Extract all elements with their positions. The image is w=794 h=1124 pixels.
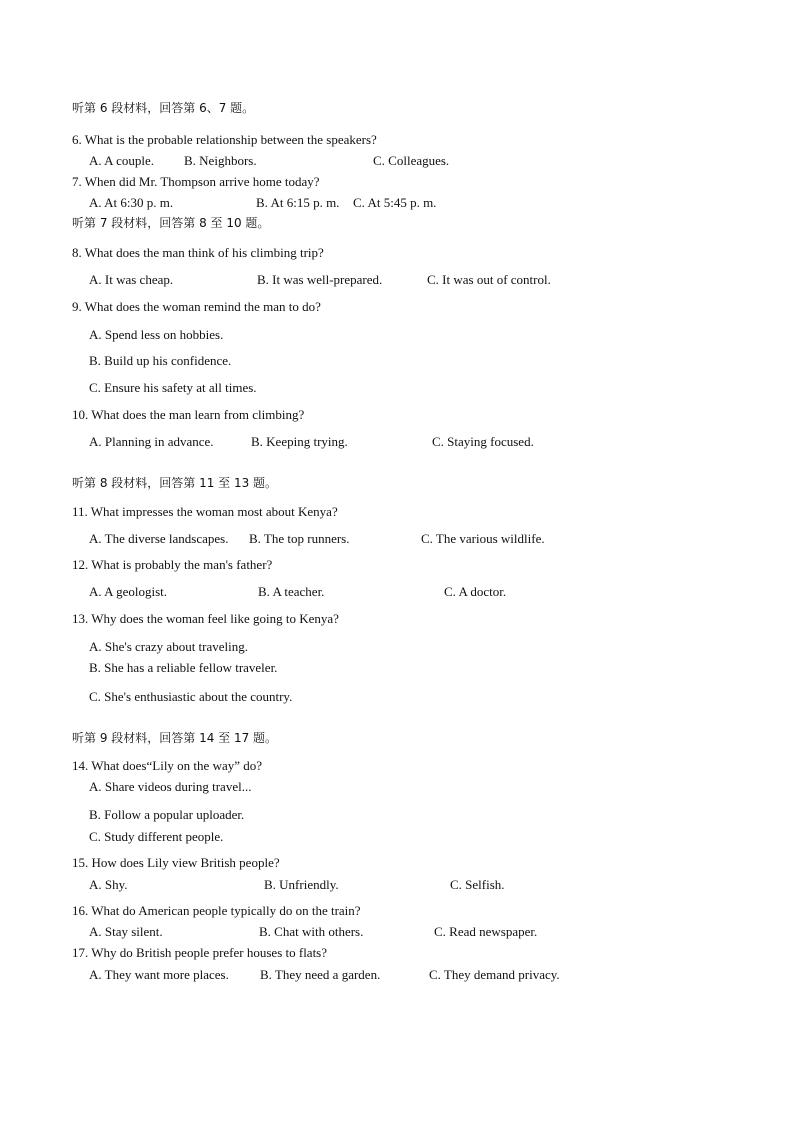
option-a: A. It was cheap. (89, 272, 174, 287)
option-c: C. A doctor. (444, 584, 507, 599)
option-c: C. Colleagues. (373, 153, 450, 168)
option-b: B. She has a reliable fellow traveler. (89, 660, 278, 675)
option-a: A. The diverse landscapes. (89, 531, 229, 546)
question-stem: 15. How does Lily view British people? (72, 855, 280, 870)
option-b: B. Unfriendly. (264, 877, 339, 892)
option-c: C. At 5:45 p. m. (353, 195, 437, 210)
option-b: B. It was well-prepared. (257, 272, 383, 287)
option-a: A. At 6:30 p. m. (89, 195, 174, 210)
question-stem: 11. What impresses the woman most about Kenya? (72, 504, 338, 519)
option-b: B. Neighbors. (184, 153, 257, 168)
option-a: A. They want more places. (89, 967, 229, 982)
section-heading: 听第 7 段材料，回答第 8 至 10 题。 (72, 216, 270, 230)
option-c: C. Study different people. (89, 829, 224, 844)
option-a: A. Shy. (89, 877, 128, 892)
option-c: C. Selfish. (450, 877, 505, 892)
option-c: C. It was out of control. (427, 272, 551, 287)
question-stem: 8. What does the man think of his climbing trip? (72, 245, 324, 260)
option-c: C. She's enthusiastic about the country. (89, 689, 293, 704)
option-c: C. Staying focused. (432, 434, 534, 449)
section-heading: 听第 6 段材料，回答第 6、7 题。 (72, 101, 255, 115)
option-a: A. She's crazy about traveling. (89, 639, 249, 654)
option-c: C. Read newspaper. (434, 924, 538, 939)
question-stem: 6. What is the probable relationship between the speakers? (72, 132, 377, 147)
option-b: B. Build up his confidence. (89, 353, 232, 368)
option-c: C. Ensure his safety at all times. (89, 380, 257, 395)
option-a: A. A geologist. (89, 584, 168, 599)
option-c: C. The various wildlife. (421, 531, 545, 546)
option-a: A. Planning in advance. (89, 434, 214, 449)
option-c: C. They demand privacy. (429, 967, 560, 982)
question-stem: 13. Why does the woman feel like going to Kenya? (72, 611, 339, 626)
option-a: A. Stay silent. (89, 924, 163, 939)
section-heading: 听第 8 段材料，回答第 11 至 13 题。 (72, 476, 278, 490)
option-b: B. A teacher. (258, 584, 325, 599)
question-stem: 10. What does the man learn from climbing? (72, 407, 305, 422)
question-stem: 17. Why do British people prefer houses to flats? (72, 945, 328, 960)
question-stem: 7. When did Mr. Thompson arrive home today? (72, 174, 320, 189)
section-heading: 听第 9 段材料，回答第 14 至 17 题。 (72, 731, 278, 745)
option-b: B. They need a garden. (260, 967, 381, 982)
option-b: B. At 6:15 p. m. (256, 195, 340, 210)
question-stem: 9. What does the woman remind the man to do? (72, 299, 321, 314)
option-b: B. Keeping trying. (251, 434, 348, 449)
option-b: B. Chat with others. (259, 924, 364, 939)
option-a: A. A couple. (89, 153, 154, 168)
option-b: B. Follow a popular uploader. (89, 807, 245, 822)
option-b: B. The top runners. (249, 531, 350, 546)
option-a: A. Spend less on hobbies. (89, 327, 224, 342)
question-stem: 16. What do American people typically do on the train? (72, 903, 361, 918)
option-a: A. Share videos during travel... (89, 779, 252, 794)
question-stem: 14. What does“Lily on the way” do? (72, 758, 263, 773)
question-stem: 12. What is probably the man's father? (72, 557, 273, 572)
